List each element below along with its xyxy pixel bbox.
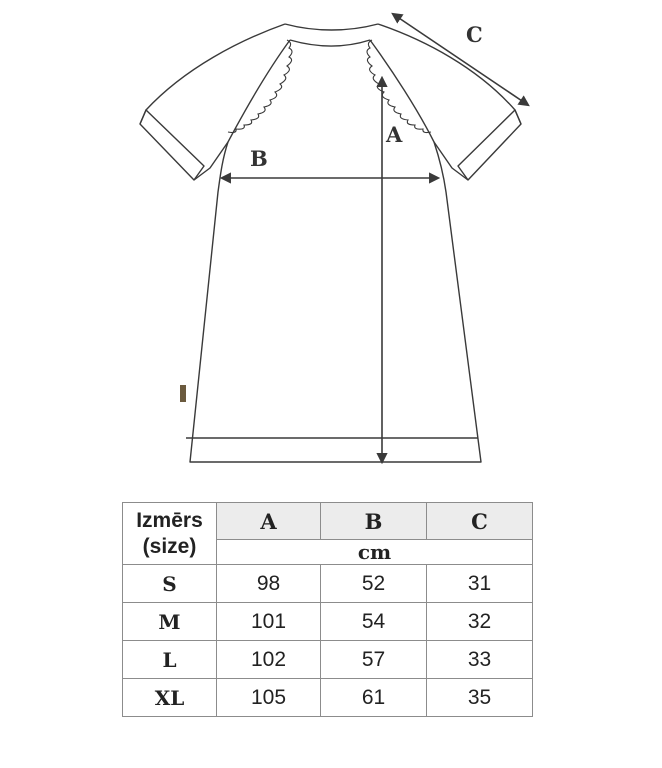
- header-b: B: [321, 503, 427, 540]
- value-a: 105: [217, 679, 321, 717]
- value-c: 35: [427, 679, 533, 717]
- dress-outline: [140, 24, 521, 462]
- header-a: A: [217, 503, 321, 540]
- unit-cell: cm: [217, 540, 533, 565]
- value-b: 52: [321, 565, 427, 603]
- measure-c-line: [393, 14, 528, 105]
- brand-tag: [180, 385, 186, 402]
- neckline: [285, 24, 378, 30]
- table-row: [123, 641, 533, 679]
- value-b: 57: [321, 641, 427, 679]
- value-b: 61: [321, 679, 427, 717]
- measure-c-label: C: [466, 22, 483, 47]
- value-a: 102: [217, 641, 321, 679]
- size-label: S: [123, 565, 217, 603]
- value-a: 98: [217, 565, 321, 603]
- value-c: 33: [427, 641, 533, 679]
- value-a: 101: [217, 603, 321, 641]
- table-header-row: [123, 503, 533, 540]
- table-row: [123, 565, 533, 603]
- left-sleeve-cuff: [140, 110, 204, 180]
- value-c: 32: [427, 603, 533, 641]
- measure-a-label: A: [386, 122, 403, 147]
- dress-body: [190, 142, 481, 462]
- size-label: L: [123, 641, 217, 679]
- size-header-line2: (size): [142, 534, 197, 558]
- right-sleeve: [370, 24, 521, 180]
- neckline-inner: [290, 40, 370, 46]
- table-row: [123, 679, 533, 717]
- right-sleeve-cuff: [458, 110, 521, 180]
- size-header-line1: Izmērs: [136, 508, 203, 532]
- size-table: [122, 502, 533, 717]
- size-header-cell: [123, 503, 217, 565]
- size-label: M: [123, 603, 217, 641]
- table-row: [123, 603, 533, 641]
- measure-b-label: B: [250, 146, 268, 171]
- value-b: 54: [321, 603, 427, 641]
- header-c: C: [427, 503, 533, 540]
- value-c: 31: [427, 565, 533, 603]
- size-label: XL: [123, 679, 217, 717]
